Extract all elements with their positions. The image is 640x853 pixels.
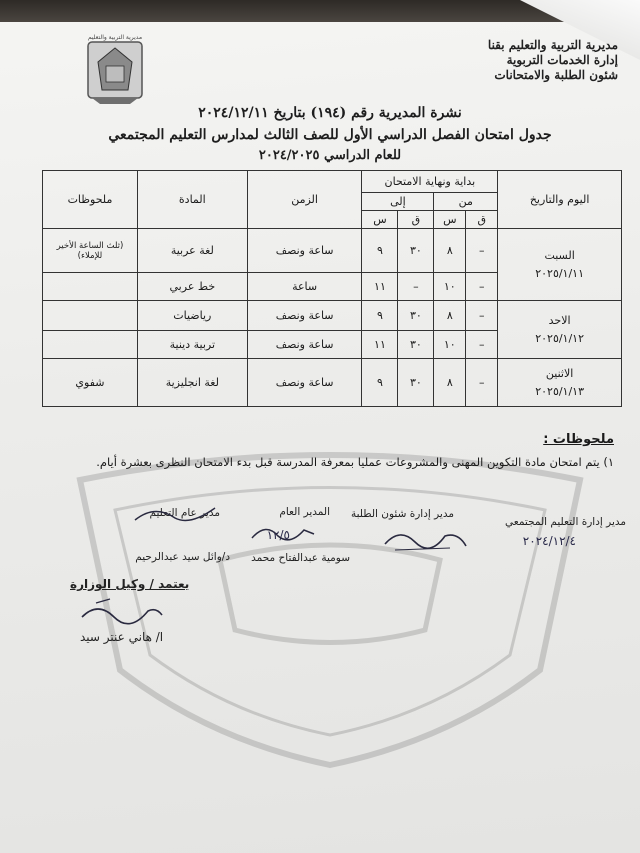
to-q-cell: ٣٠ — [398, 229, 434, 273]
handwritten-date: ٢٠٢٤/١٢/٤ — [522, 534, 576, 548]
from-q-cell: – — [466, 331, 498, 359]
subject-cell: رياضيات — [137, 301, 247, 331]
org-line-2: إدارة الخدمات التربوية — [506, 53, 618, 67]
day-date-cell — [498, 359, 622, 407]
note-cell: شفوي — [43, 359, 138, 407]
org-line-1: مديرية التربية والتعليم بقنا — [487, 38, 618, 52]
note-cell — [43, 301, 138, 331]
table-row — [43, 301, 622, 331]
header-subject: المادة — [137, 171, 247, 229]
subject-cell: تربية دينية — [137, 331, 247, 359]
table-row — [43, 229, 622, 273]
handwritten-number: ١٢/٥ — [266, 528, 290, 542]
date-label: ٢٠٢٥/١/١٢ — [535, 331, 584, 345]
exam-schedule-table — [42, 170, 622, 407]
time-cell: ساعة — [247, 273, 362, 301]
header-from-s: س — [434, 211, 466, 229]
time-cell: ساعة ونصف — [247, 359, 362, 407]
to-s-cell: ٩ — [362, 229, 398, 273]
header-to: إلى — [362, 193, 434, 211]
header-notes: ملحوظات — [43, 171, 138, 229]
to-q-cell: ٣٠ — [398, 331, 434, 359]
subject-cell: لغة عربية — [137, 229, 247, 273]
from-s-cell: ٨ — [434, 301, 466, 331]
table-row — [43, 359, 622, 407]
notes-section — [34, 432, 614, 469]
from-s-cell: ٨ — [434, 359, 466, 407]
header-to-s: س — [362, 211, 398, 229]
note-cell — [43, 331, 138, 359]
day-label: الاثنين — [545, 366, 574, 380]
header-from-q: ق — [466, 211, 498, 229]
from-s-cell: ٨ — [434, 229, 466, 273]
header-exam-span: بداية ونهاية الامتحان — [362, 171, 498, 193]
to-s-cell: ١١ — [362, 331, 398, 359]
day-label: السبت — [544, 248, 575, 262]
subject-cell: لغة انجليزية — [137, 359, 247, 407]
signature-student-affairs: مدير إدارة شئون الطلبة — [350, 508, 454, 520]
notes-heading: ملحوظات : — [543, 432, 614, 447]
day-date-cell — [498, 229, 622, 301]
signature-general-director: المدير العام — [279, 506, 330, 518]
to-q-cell: – — [398, 273, 434, 301]
note-item: ١) يتم امتحان مادة التكوين المهنى والمشروعات عمليا بمعرفة المدرسة قبل بدء الامتحان النظرى بعشرة أيام. — [96, 455, 614, 469]
subject-cell: خط عربي — [137, 273, 247, 301]
to-s-cell: ١١ — [362, 273, 398, 301]
org-line-3: شئون الطلبة والامتحانات — [494, 68, 618, 82]
logo-caption: مديرية التربية والتعليم — [87, 34, 143, 41]
time-cell: ساعة ونصف — [247, 331, 362, 359]
organization-header — [428, 38, 618, 83]
day-date-cell — [498, 301, 622, 359]
date-label: ٢٠٢٥/١/١٣ — [535, 384, 584, 398]
header-day-date: اليوم والتاريخ — [498, 171, 622, 229]
approval-label: يعتمد / وكيل الوزارة — [70, 577, 190, 591]
header-to-q: ق — [398, 211, 434, 229]
note-cell: (ثلث الساعة الأخير للإملاء) — [43, 229, 138, 273]
from-q-cell: – — [466, 359, 498, 407]
note-cell — [43, 273, 138, 301]
from-q-cell: – — [466, 273, 498, 301]
time-cell: ساعة ونصف — [247, 301, 362, 331]
signature-deputy-director-name: د/وائل سيد عبدالرحيم — [135, 551, 230, 563]
header-time: الزمن — [247, 171, 362, 229]
signature-community-ed: مدير إدارة التعليم المجتمعي — [505, 516, 626, 528]
to-s-cell: ٩ — [362, 301, 398, 331]
schedule-title: جدول امتحان الفصل الدراسي الأول للصف الثالث لمدارس التعليم المجتمعي — [108, 127, 552, 143]
header-from: من — [434, 193, 498, 211]
academic-year: للعام الدراسي ٢٠٢٤/٢٠٢٥ — [258, 148, 402, 163]
signature-deputy-director: مدير عام التعليم — [149, 507, 220, 519]
to-q-cell: ٣٠ — [398, 359, 434, 407]
table-header-row — [43, 171, 622, 193]
document-titles — [70, 102, 590, 166]
to-q-cell: ٣٠ — [398, 301, 434, 331]
from-q-cell: – — [466, 301, 498, 331]
bulletin-title: نشرة المديرية رقم (١٩٤) بتاريخ ٢٠٢٤/١٢/١١ — [198, 105, 462, 121]
from-q-cell: – — [466, 229, 498, 273]
day-label: الاحد — [548, 313, 571, 327]
from-s-cell: ١٠ — [434, 273, 466, 301]
time-cell: ساعة ونصف — [247, 229, 362, 273]
signature-general-director-name: سومية عبدالفتاح محمد — [251, 552, 350, 564]
from-s-cell: ١٠ — [434, 331, 466, 359]
approval-name: ا/ هاني عنتر سيد — [80, 630, 164, 644]
date-label: ٢٠٢٥/١/١١ — [535, 266, 584, 280]
to-s-cell: ٩ — [362, 359, 398, 407]
